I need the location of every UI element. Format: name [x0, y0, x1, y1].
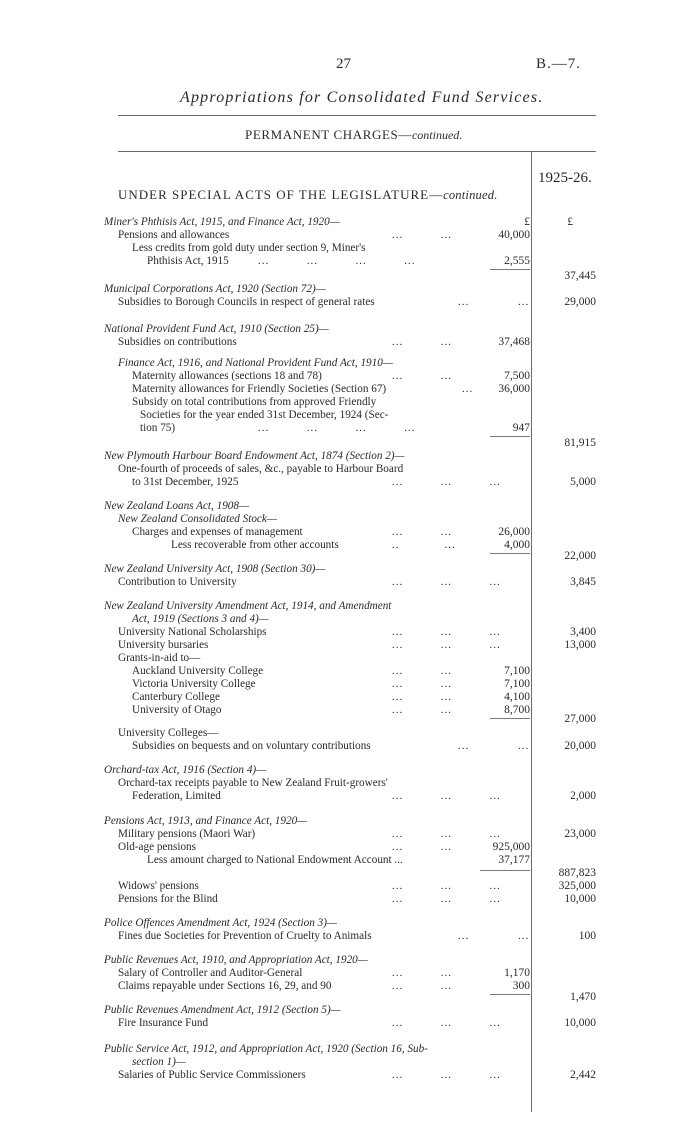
leader-dots: ... ... ... ... [258, 255, 416, 267]
total-amount: 10,000 [564, 893, 596, 905]
document-reference: B.—7. [536, 56, 582, 72]
total-amount: 887,823 [558, 867, 596, 879]
line-item: Less recoverable from other accounts [171, 539, 339, 551]
line-item: Maternity allowances (sections 18 and 78) [132, 370, 322, 382]
act-heading: New Zealand Loans Act, 1908— [104, 500, 249, 512]
leader-dots: ... ... [392, 980, 452, 992]
line-item: Phthisis Act, 1915 [147, 255, 229, 267]
subtitle-rule [118, 151, 596, 152]
total-amount: 100 [578, 930, 596, 942]
act-heading: Pensions Act, 1913, and Finance Act, 1920— [104, 815, 308, 827]
line-item: Widows' pensions [118, 880, 199, 892]
total-amount: 13,000 [564, 639, 596, 651]
leader-dots: ... ... [458, 296, 530, 308]
total-amount: 2,442 [570, 1069, 596, 1081]
leader-dots: ... ... ... [392, 1069, 501, 1081]
total-amount: 22,000 [564, 550, 596, 562]
section-heading [118, 187, 498, 203]
leader-dots: ... ... [392, 336, 452, 348]
currency-symbol: £ [524, 216, 530, 228]
line-item: Salary of Controller and Auditor-General [118, 967, 303, 979]
leader-dots: ... ... ... [392, 1017, 501, 1029]
line-item: Canterbury College [132, 691, 220, 703]
currency-symbol: £ [567, 216, 573, 228]
total-amount: 325,000 [558, 880, 596, 892]
act-heading: section 1)— [132, 1056, 186, 1068]
line-item: Subsidies on contributions [118, 336, 237, 348]
leader-dots: ... ... ... ... [258, 422, 416, 434]
amount: 947 [512, 422, 530, 434]
sub-heading: Grants-in-aid to— [118, 652, 201, 664]
amount: 8,700 [504, 704, 530, 716]
leader-dots: ... ... ... [392, 476, 501, 488]
line-item: Old-age pensions [118, 841, 196, 853]
line-item: Auckland University College [132, 665, 264, 677]
leader-dots: ... [462, 383, 474, 395]
line-item: University National Scholarships [118, 626, 267, 638]
act-heading: Act, 1919 (Sections 3 and 4)— [132, 613, 269, 625]
act-heading: Finance Act, 1916, and National Provident Fund Act, 1910— [118, 357, 393, 369]
section-heading-main: UNDER SPECIAL ACTS OF THE LEGISLATURE— [118, 187, 444, 202]
subtotal-rule [490, 718, 530, 719]
line-item: tion 75) [140, 422, 176, 434]
leader-dots: ... ... ... [392, 576, 501, 588]
amount: 300 [512, 980, 530, 992]
section-heading-continued: continued. [443, 188, 498, 202]
line-item: Less amount charged to National Endowment Account ... [147, 854, 403, 866]
total-amount: 5,000 [570, 476, 596, 488]
amount: 4,000 [504, 539, 530, 551]
amount: 37,468 [498, 336, 530, 348]
page-title: Appropriations for Consolidated Fund Services. [180, 89, 544, 106]
act-heading: Public Revenues Act, 1910, and Appropriation Act, 1920— [104, 954, 368, 966]
column-divider [531, 152, 532, 1112]
total-amount: 10,000 [564, 1017, 596, 1029]
subtitle-continued: continued. [411, 128, 463, 142]
leader-dots: ... ... ... [392, 893, 501, 905]
act-heading: New Zealand University Act, 1908 (Section 30)— [104, 563, 326, 575]
leader-dots: ... ... ... [392, 828, 501, 840]
line-item: Victoria University College [132, 678, 256, 690]
amount: 4,100 [504, 691, 530, 703]
line-item: Pensions for the Blind [118, 893, 218, 905]
total-amount: 20,000 [564, 740, 596, 752]
line-item: Salaries of Public Service Commissioners [118, 1069, 306, 1081]
subtotal-rule [490, 994, 530, 995]
line-item: Maternity allowances for Friendly Societies (Section 67) [132, 383, 387, 395]
act-heading: New Zealand University Amendment Act, 1914, and Amendment [104, 600, 392, 612]
subtotal-rule [480, 870, 530, 871]
line-item: Less credits from gold duty under section 9, Miner's [132, 242, 366, 254]
amount: 925,000 [492, 841, 530, 853]
total-amount: 23,000 [564, 828, 596, 840]
total-amount: 3,400 [570, 626, 596, 638]
subtotal-rule [490, 553, 530, 554]
total-amount: 27,000 [564, 713, 596, 725]
leader-dots: ... ... ... [392, 626, 501, 638]
leader-dots: ... ... [392, 967, 452, 979]
amount: 7,100 [504, 678, 530, 690]
leader-dots: ... ... ... [392, 790, 501, 802]
subtitle-main: PERMANENT CHARGES— [245, 127, 412, 142]
leader-dots: ... ... [458, 930, 530, 942]
line-item: One-fourth of proceeds of sales, &c., payable to Harbour Board [118, 463, 404, 475]
leader-dots: ... ... [392, 704, 452, 716]
leader-dots: ... ... [458, 740, 530, 752]
total-amount: 2,000 [570, 790, 596, 802]
total-amount: 1,470 [570, 991, 596, 1003]
leader-dots: ... ... [392, 229, 452, 241]
line-item: Subsidies to Borough Councils in respect of general rates [118, 296, 375, 308]
year-column-heading: 1925-26. [538, 170, 592, 186]
leader-dots: ... ... [392, 665, 452, 677]
act-heading: National Provident Fund Act, 1910 (Section 25)— [104, 323, 329, 335]
line-item: Claims repayable under Sections 16, 29, and 90 [118, 980, 332, 992]
line-item: to 31st December, 1925 [132, 476, 239, 488]
sub-heading: University Colleges— [118, 727, 219, 739]
leader-dots: ... ... ... [392, 880, 501, 892]
line-item: Subsidy on total contributions from approved Friendly [132, 396, 377, 408]
total-amount: 3,845 [570, 576, 596, 588]
amount: 7,100 [504, 665, 530, 677]
line-item: Orchard-tax receipts payable to New Zealand Fruit-growers' [118, 777, 388, 789]
line-item: University bursaries [118, 639, 209, 651]
total-amount: 37,445 [564, 270, 596, 282]
total-amount: 29,000 [564, 296, 596, 308]
subtotal-rule [490, 436, 530, 437]
act-heading: Miner's Phthisis Act, 1915, and Finance Act, 1920— [104, 216, 340, 228]
act-heading: Police Offences Amendment Act, 1924 (Section 3)— [104, 917, 337, 929]
line-item: University of Otago [132, 704, 222, 716]
title-rule [118, 115, 596, 116]
amount: 26,000 [498, 526, 530, 538]
line-item: Fines due Societies for Prevention of Cruelty to Animals [118, 930, 372, 942]
act-heading: Public Revenues Amendment Act, 1912 (Section 5)— [104, 1004, 341, 1016]
act-heading: Municipal Corporations Act, 1920 (Section 72)— [104, 283, 326, 295]
amount: 40,000 [498, 229, 530, 241]
amount: 1,170 [504, 967, 530, 979]
sub-heading: New Zealand Consolidated Stock— [118, 513, 277, 525]
line-item: Contribution to University [118, 576, 237, 588]
subtotal-rule [490, 269, 530, 270]
leader-dots: ... ... [392, 678, 452, 690]
line-item: Pensions and allowances [118, 229, 230, 241]
line-item: Charges and expenses of management [132, 526, 303, 538]
leader-dots: ... ... [392, 841, 452, 853]
amount: 36,000 [498, 383, 530, 395]
leader-dots: ... ... [392, 691, 452, 703]
act-heading: Public Service Act, 1912, and Appropriation Act, 1920 (Section 16, Sub- [104, 1043, 428, 1055]
line-item: Military pensions (Maori War) [118, 828, 256, 840]
total-amount: 81,915 [564, 437, 596, 449]
leader-dots: ... ... ... [392, 639, 501, 651]
line-item: Fire Insurance Fund [118, 1017, 209, 1029]
line-item: Subsidies on bequests and on voluntary contributions [132, 740, 371, 752]
line-item: Societies for the year ended 31st December, 1924 (Sec- [140, 409, 389, 421]
amount: 37,177 [498, 854, 530, 866]
section-subtitle [245, 127, 462, 143]
page-number: 27 [336, 56, 351, 72]
line-item: Federation, Limited [132, 790, 221, 802]
leader-dots: ... ... [392, 526, 452, 538]
leader-dots: .. ... [392, 539, 456, 551]
act-heading: Orchard-tax Act, 1916 (Section 4)— [104, 764, 267, 776]
amount: 2,555 [504, 255, 530, 267]
leader-dots: ... ... [392, 370, 452, 382]
act-heading: New Plymouth Harbour Board Endowment Act, 1874 (Section 2)— [104, 450, 405, 462]
amount: 7,500 [504, 370, 530, 382]
